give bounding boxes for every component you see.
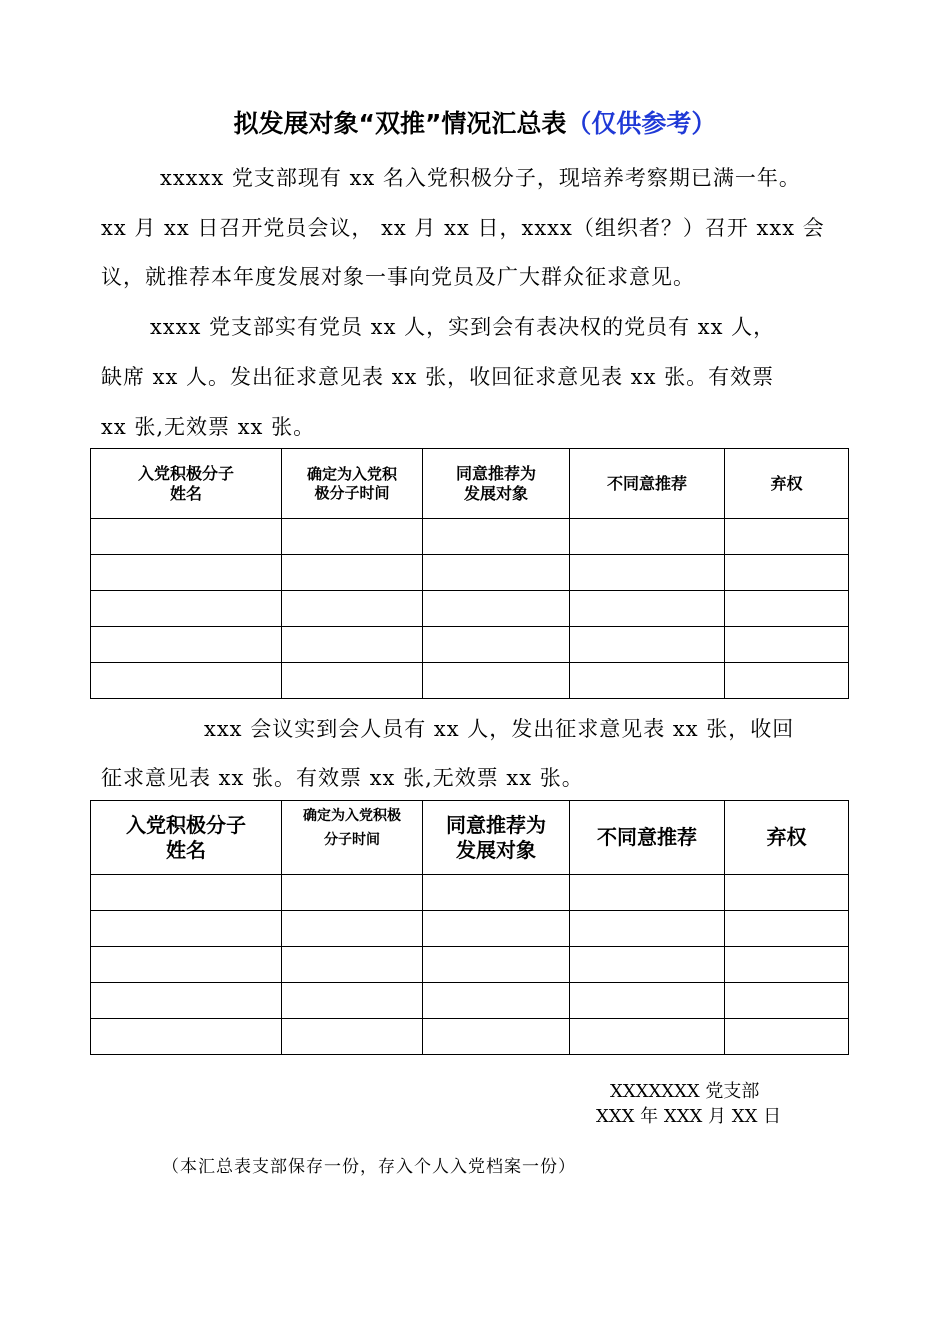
table-cell[interactable] [282,555,423,591]
title-note: （仅供参考） [566,109,717,138]
paragraph-2-line-1: xxxx 党支部实有党员 xx 人，实到会有表决权的党员有 xx 人， [150,315,776,339]
table-header-row [91,449,849,519]
col-disagree-header: 不同意推荐 [570,801,725,875]
table-cell[interactable] [570,663,725,699]
vote-summary-table-2 [90,800,849,1055]
col-agree-header: 同意推荐为 发展对象 [423,449,570,519]
table-cell[interactable] [91,947,282,983]
table-cell[interactable] [91,627,282,663]
title-main: 拟发展对象“双推”情况汇总表 [233,109,567,138]
table-cell[interactable] [570,627,725,663]
table-cell[interactable] [91,1019,282,1055]
table-cell[interactable] [423,983,570,1019]
table-cell[interactable] [570,911,725,947]
table-header-row [91,801,849,875]
paragraph-2-line-3: xx 张,无效票 xx 张。 [101,415,316,439]
table-cell[interactable] [423,519,570,555]
table-row [91,1019,849,1055]
table-cell[interactable] [282,519,423,555]
col-abstain-header: 弃权 [725,449,849,519]
table-row [91,911,849,947]
table-cell[interactable] [725,875,849,911]
paragraph-1-line-1: xxxxx 党支部现有 xx 名入党积极分子，现培养考察期已满一年。 [160,166,801,190]
table-row [91,663,849,699]
table-cell[interactable] [725,1019,849,1055]
table-cell[interactable] [423,663,570,699]
table-cell[interactable] [282,663,423,699]
table-cell[interactable] [423,627,570,663]
footnote: （本汇总表支部保存一份，存入个人入党档案一份） [162,1157,576,1177]
table-cell[interactable] [91,983,282,1019]
table-row [91,555,849,591]
col-disagree-header: 不同意推荐 [570,449,725,519]
table-cell[interactable] [570,1019,725,1055]
table-cell[interactable] [725,519,849,555]
table-cell[interactable] [570,875,725,911]
table-cell[interactable] [282,875,423,911]
table-cell[interactable] [725,591,849,627]
table-cell[interactable] [282,983,423,1019]
table-cell[interactable] [725,947,849,983]
paragraph-1-line-3: 议，就推荐本年度发展对象一事向党员及广大群众征求意见。 [101,265,695,289]
table-cell[interactable] [282,591,423,627]
table-cell[interactable] [423,911,570,947]
paragraph-3-line-2: 征求意见表 xx 张。有效票 xx 张,无效票 xx 张。 [101,766,584,790]
col-name-header: 入党积极分子 姓名 [91,449,282,519]
col-name-header: 入党积极分子 姓名 [91,801,282,875]
col-abstain-header: 弃权 [725,801,849,875]
col-agree-header: 同意推荐为 发展对象 [423,801,570,875]
table-row [91,875,849,911]
paragraph-3-line-1: xxx 会议实到会人员有 xx 人，发出征求意见表 xx 张，收回 [204,717,795,741]
table-cell[interactable] [570,519,725,555]
table-cell[interactable] [91,519,282,555]
table-cell[interactable] [725,911,849,947]
col-activist-date-header: 确定为入党积 极分子时间 [282,449,423,519]
col-activist-date-header: 确定为入党积极 分子时间 [282,801,423,875]
table-row [91,591,849,627]
table-cell[interactable] [423,591,570,627]
table-cell[interactable] [570,591,725,627]
table-cell[interactable] [282,627,423,663]
table-cell[interactable] [423,555,570,591]
table-cell[interactable] [423,875,570,911]
page-title [0,104,950,140]
table-row [91,627,849,663]
table-cell[interactable] [91,591,282,627]
table-cell[interactable] [570,983,725,1019]
table-row [91,983,849,1019]
table-cell[interactable] [91,911,282,947]
table-cell[interactable] [423,947,570,983]
signature-date: XXX 年 XXX 月 XX 日 [596,1106,782,1127]
signature-org: XXXXXXX 党支部 [610,1081,760,1102]
table-cell[interactable] [91,875,282,911]
vote-summary-table-1 [90,448,849,699]
paragraph-1-line-2: xx 月 xx 日召开党员会议， xx 月 xx 日，xxxx（组织者？）召开 xxx 会 [101,216,825,240]
table-cell[interactable] [570,947,725,983]
table-cell[interactable] [282,947,423,983]
table-cell[interactable] [91,663,282,699]
table-cell[interactable] [725,627,849,663]
table-row [91,519,849,555]
table-row [91,947,849,983]
table-cell[interactable] [725,555,849,591]
table-cell[interactable] [91,555,282,591]
table-cell[interactable] [282,911,423,947]
table-cell[interactable] [725,983,849,1019]
table-cell[interactable] [570,555,725,591]
paragraph-2-line-2: 缺席 xx 人。发出征求意见表 xx 张，收回征求意见表 xx 张。有效票 [101,365,775,389]
table-cell[interactable] [725,663,849,699]
table-cell[interactable] [282,1019,423,1055]
table-cell[interactable] [423,1019,570,1055]
